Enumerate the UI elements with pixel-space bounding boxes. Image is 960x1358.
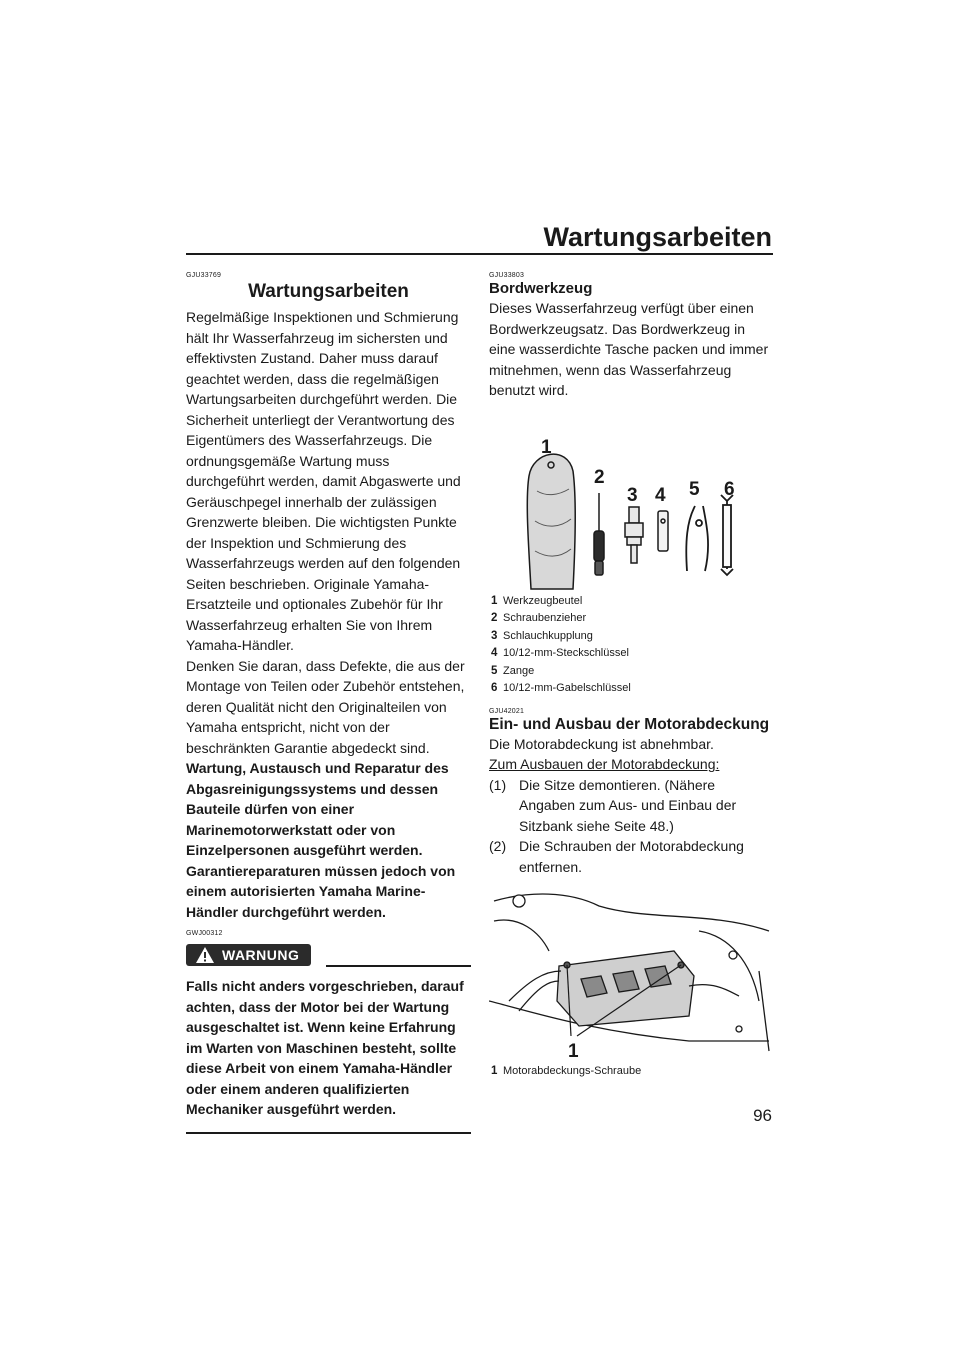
legend-item: 1 Motorabdeckungs-Schraube — [491, 1065, 642, 1077]
tool-bag-icon — [527, 454, 575, 589]
engine-compartment-illustration — [489, 891, 774, 1061]
figure-callout-4: 4 — [655, 484, 666, 506]
intro-paragraph: Regelmäßige Inspektionen und Schmierung hält Ihr Wasserfahrzeug im sichersten und effektivsten Zustand. Daher muss darauf geachtet werden, dass die regelmäßigen Wartungsarbeiten durchgeführt werden. Die Sicherheit unterliegt der Verantwortung des Eigentümers des Wasserfahrzeugs. Die ordnungsgemäße Wartung muss durchgeführt werden, damit Abgaswerte und Geräuschpegel innerhalb der zulässigen Grenzwerte bleiben. Die wichtigsten Punkte der Inspektion und Schmierung des Wasserfahrzeugs werden auf den folgenden Seiten beschrieben. Originale Yamaha-Ersatzteile und optionales Zubehör für Ihr Wasserfahrzeug erhalten Sie von Ihrem Yamaha-Händler. — [186, 309, 461, 653]
warning-text: Falls nicht anders vorgeschrieben, darauf achten, dass der Motor bei der Wartung ausgeschaltet ist. Wenn keine Erfahrung im Warten von Maschinen besteht, sollte diese Arbeit von einem Yamaha-Händler oder einem anderen qualifizierten Mechaniker ausgeführt werden. — [186, 978, 464, 1117]
figure-callout-2: 2 — [594, 466, 605, 488]
legend-item: 6 10/12-mm-Gabelschlüssel — [491, 682, 631, 694]
socket-wrench-icon — [658, 511, 668, 551]
section-title-maintenance: Wartungsarbeiten — [248, 281, 409, 302]
figure-callout-1: 1 — [541, 436, 552, 458]
section-title-toolkit: Bordwerkzeug — [489, 280, 593, 297]
section-code: GJU42021 — [489, 707, 525, 715]
warning-rule — [326, 965, 471, 967]
warranty-paragraph: Denken Sie daran, dass Defekte, die aus der Montage von Teilen oder Zubehör entstehen, deren Qualität nicht den Originalteilen von Yamaha entspricht, nicht von der beschränkten Garantie abgedeckt sind. — [186, 657, 465, 756]
legend-item: 1 Werkzeugbeutel — [491, 594, 583, 607]
figure-callout-5: 5 — [689, 478, 700, 500]
warning-header — [186, 942, 471, 966]
engine-cover-intro: Die Motorabdeckung ist abnehmbar. — [489, 735, 714, 752]
right-column — [489, 272, 774, 1081]
section-title-engine-cover: Ein- und Ausbau der Motorabdeckung — [489, 715, 770, 733]
legend-item: 4 10/12-mm-Steckschlüssel — [491, 647, 629, 659]
section-code: GJU33769 — [186, 272, 222, 279]
warning-label: WARNUNG — [222, 947, 300, 963]
legend-item: 5 Zange — [491, 664, 535, 677]
figure-callout-1: 1 — [568, 1041, 579, 1061]
toolkit-figure — [489, 431, 774, 591]
engine-cover-figure — [489, 891, 774, 1061]
figure-callout-3: 3 — [627, 484, 638, 506]
warning-badge — [186, 944, 311, 966]
figure-callout-6: 6 — [724, 478, 735, 500]
page-number: 96 — [753, 1106, 772, 1125]
step-item: (2) Die Schrauben der Motorabdeckung entfernen. — [489, 838, 744, 875]
hose-fitting-icon — [625, 507, 643, 563]
engine-cover-subheading: Zum Ausbauen der Motorabdeckung: — [489, 756, 720, 772]
header-rule — [186, 253, 773, 255]
page-header-title: Wartungsarbeiten — [543, 222, 772, 252]
engine-cover-legend — [489, 1063, 774, 1081]
warning-triangle-icon — [195, 946, 215, 964]
removal-steps — [489, 775, 774, 878]
warning-code: GWJ00312 — [186, 930, 223, 937]
legend-item: 3 Schlauchkupplung — [491, 629, 593, 642]
toolkit-legend — [489, 593, 774, 698]
toolkit-paragraph: Dieses Wasserfahrzeug verfügt über einen Bordwerkzeugsatz. Das Bordwerkzeug in eine wasserdichte Tasche packen und immer mitnehmen, wenn das Wasserfahrzeug benutzt wird. — [489, 300, 769, 398]
step-item: (1) Die Sitze demontieren. (Nähere Angaben zum Aus- und Einbau der Sitzbank siehe Seite 48.) — [489, 776, 737, 834]
emission-system-notice: Wartung, Austausch und Reparatur des Abgasreinigungssystems und dessen Bauteile dürfen von einer Marinemotorwerkstatt oder von Einzelpersonen ausgeführt werden. Garantiereparaturen müssen jedoch von einem autorisierten Yamaha Marine-Händler durchgeführt werden. — [186, 760, 456, 920]
open-end-wrench-icon — [721, 495, 733, 575]
screwdriver-icon — [594, 493, 604, 575]
section-code: GJU33803 — [489, 272, 525, 279]
pliers-icon — [686, 506, 708, 571]
legend-item: 2 Schraubenzieher — [491, 612, 587, 624]
warning-box — [186, 966, 471, 1134]
left-column — [186, 272, 471, 1134]
toolkit-illustration — [489, 431, 774, 591]
